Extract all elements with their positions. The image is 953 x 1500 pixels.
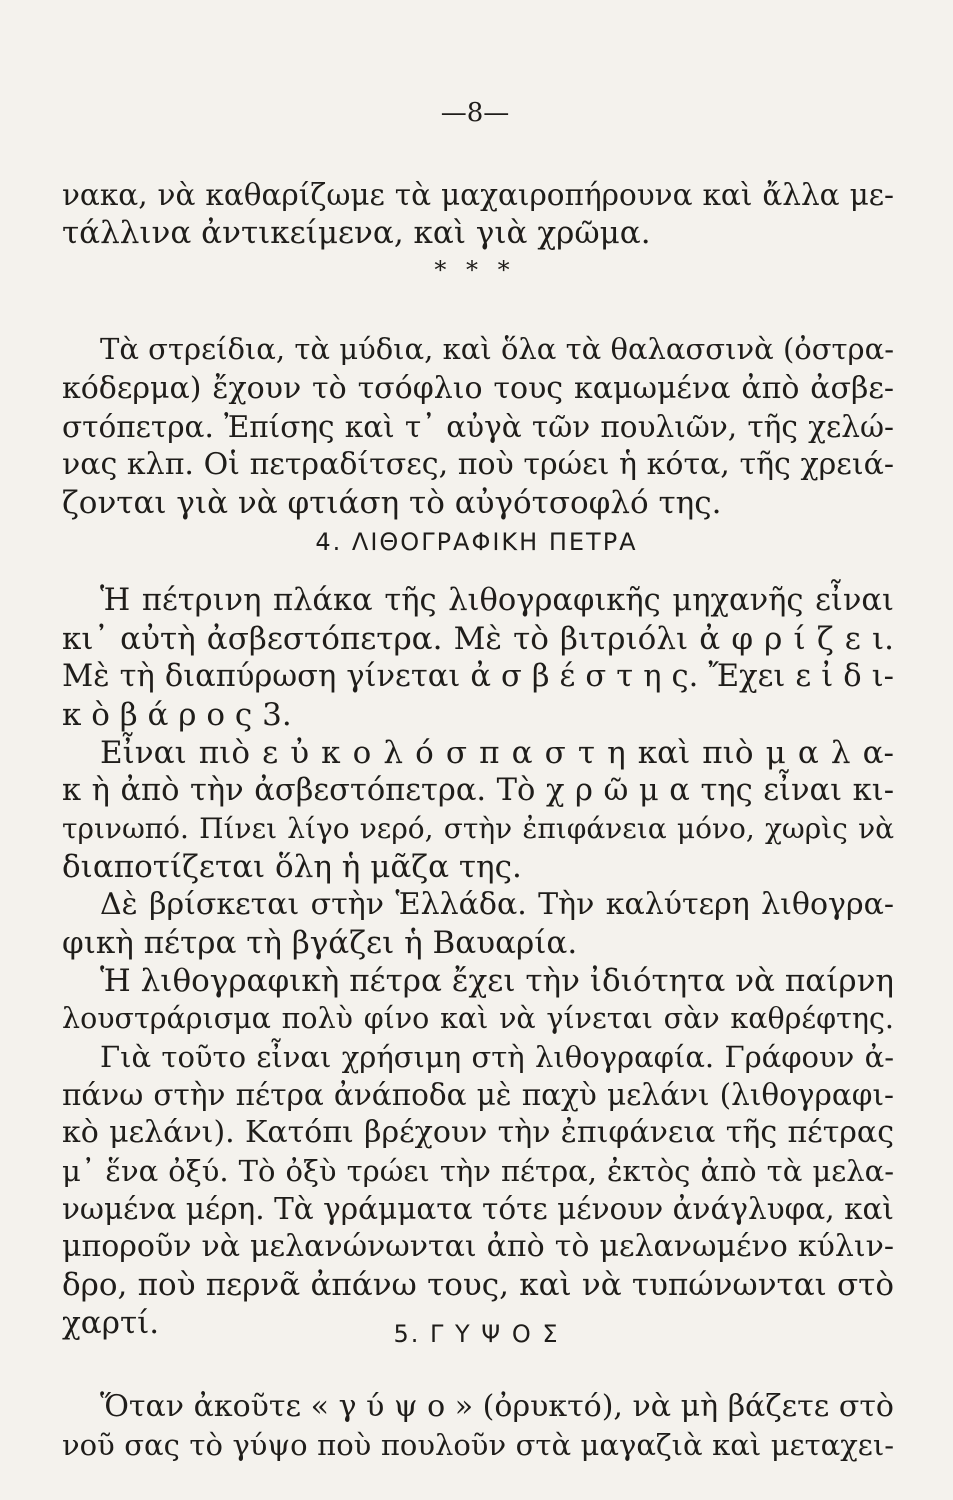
text-line: κι᾿ αὐτὴ ἀσβεστόπετρα. Μὲ τὸ βιτριόλι ἀ φ ρ ί ζ ε ι. <box>62 621 894 657</box>
text-line: κὸ μελάνι). Κατόπι βρέχουν τὴν ἐπιφάνεια τῆς πέτρας <box>62 1115 894 1150</box>
text-line: δρο, ποὺ περνᾶ ἀπάνω τους, καὶ νὰ τυπώνωνται στὸ <box>62 1267 894 1303</box>
text-line: λουστράρισμα πολὺ φίνο καὶ νὰ γίνεται σὰν καθρέφτης. <box>62 1002 894 1035</box>
text-line: Εἶναι πιὸ ε ὐ κ ο λ ό σ π α σ τ η καὶ πιὸ μ α λ α- <box>100 735 894 771</box>
text-line: φικὴ πέτρα τὴ βγάζει ἡ Βαυαρία. <box>62 925 578 961</box>
text-line: στόπετρα. Ἐπίσης καὶ τ᾿ αὐγὰ τῶν πουλιῶν, τῆς χελώ- <box>62 410 894 444</box>
text-line: Μὲ τὴ διαπύρωση γίνεται ἀ σ β έ σ τ η ς. Ἔχει ε ἰ δ ι- <box>62 659 894 694</box>
page-number: —8— <box>440 98 510 128</box>
text-line: Ἡ λιθογραφικὴ πέτρα ἔχει τὴν ἰδιότητα νὰ παίρνη <box>100 963 894 999</box>
text-line: μ᾿ ἕνα ὀξύ. Τὸ ὀξὺ τρώει τὴν πέτρα, ἐκτὸς ἀπὸ τὰ μελα- <box>62 1154 894 1188</box>
text-line: Γιὰ τοῦτο εἶναι χρήσιμη στὴ λιθογραφία. Γράφουν ἀ- <box>100 1040 894 1074</box>
text-line: Τὰ στρείδια, τὰ μύδια, καὶ ὅλα τὰ θαλασσινὰ (ὀστρα- <box>100 332 894 366</box>
text-line: τρινωπό. Πίνει λίγο νερό, στὴν ἐπιφάνεια μόνο, χωρὶς νὰ <box>62 812 894 845</box>
text-line: νωμένα μέρη. Τὰ γράμματα τότε μένουν ἀνάγλυφα, καὶ <box>62 1192 894 1226</box>
text-line: πάνω στὴν πέτρα ἀνάποδα μὲ παχὺ μελάνι (λιθογραφι- <box>62 1078 894 1112</box>
text-line: κ ὴ ἀπὸ τὴν ἀσβεστόπετρα. Τὸ χ ρ ῶ μ α της εἶναι κι- <box>62 773 894 808</box>
text-line: διαποτίζεται ὅλη ἡ μᾶζα της. <box>62 849 522 885</box>
text-line: Ὅταν ἀκοῦτε « γ ύ ψ ο » (ὀρυκτό), νὰ μὴ βάζετε στὸ <box>100 1389 894 1424</box>
text-line: κόδερμα) ἔχουν τὸ τσόφλιο τους καμωμένα ἀπὸ ἀσβε- <box>62 371 894 406</box>
text-line: κ ὸ β ά ρ ο ς 3. <box>62 697 292 733</box>
text-line: Δὲ βρίσκεται στὴν Ἑλλάδα. Τὴν καλύτερη λιθογρα- <box>100 887 894 922</box>
section-heading-4: 4. ΛΙΘΟΓΡΑΦΙΚΗ ΠΕΤΡΑ <box>315 528 638 556</box>
text-line: χαρτί. <box>62 1305 160 1341</box>
text-line: Ἡ πέτρινη πλάκα τῆς λιθογραφικῆς μηχανῆς εἶναι <box>100 583 894 618</box>
section-break: * * * <box>434 256 516 284</box>
text-line: μποροῦν νὰ μελανώνωνται ἀπὸ τὸ μελανωμένο κύλιν- <box>62 1229 894 1264</box>
text-line: νακα, νὰ καθαρίζωμε τὰ μαχαιροπήρουνα καὶ ἄλλα με- <box>62 178 894 212</box>
text-line: νας κλπ. Οἱ πετραδίτσες, ποὺ τρώει ἡ κότα, τῆς χρειά- <box>62 447 894 482</box>
text-line: ζονται γιὰ νὰ φτιάση τὸ αὐγότσοφλό της. <box>62 485 722 521</box>
text-line: τάλλινα ἀντικείμενα, καὶ γιὰ χρῶμα. <box>62 215 651 251</box>
section-heading-5: 5. Γ Υ Ψ Ο Σ <box>393 1320 560 1348</box>
text-line: νοῦ σας τὸ γύψο ποὺ πουλοῦν στὰ μαγαζιὰ καὶ μεταχει- <box>62 1428 894 1462</box>
